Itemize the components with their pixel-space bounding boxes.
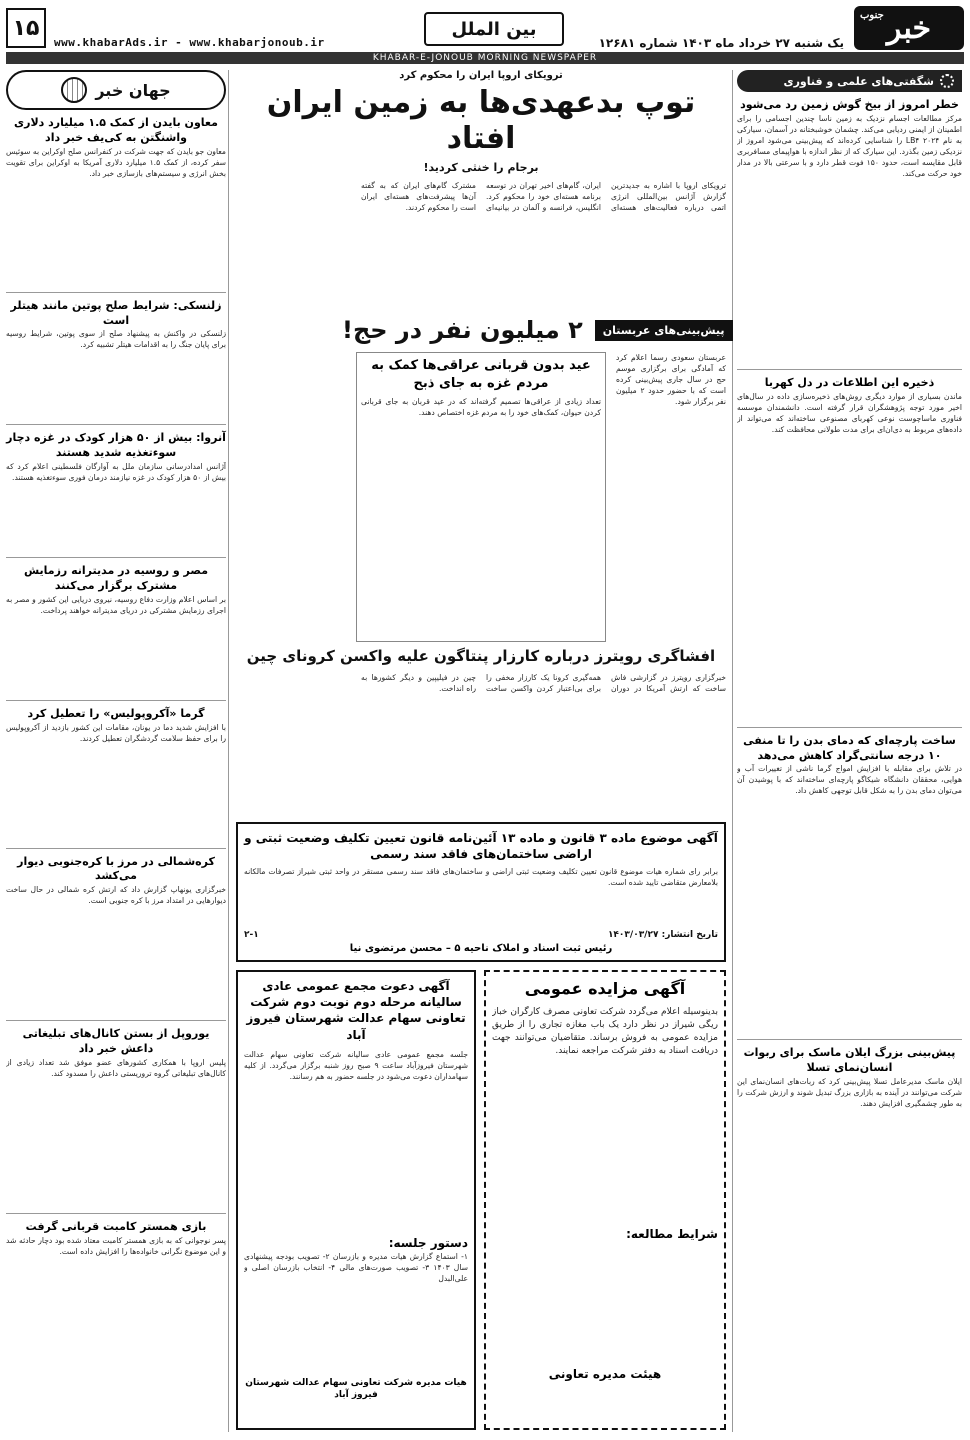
article-body: ایلان ماسک مدیرعامل تسلا پیش‌بینی کرد که ربات‌های انسان‌نمای این شرکت می‌توانند در آینده به بازاری بزرگ تبدیل شوند و ارزش شرکت را به طور چشمگیری افزایش دهند. <box>737 1077 962 1109</box>
hajj-label: پیش‌بینی‌های عربستان <box>595 320 733 341</box>
article-body: آژانس امدادرسانی سازمان ملل به آوارگان فلسطینی اعلام کرد که بیش از ۵۰ هزار کودک در غزه نیازمند درمان فوری سوءتغذیه هستند. <box>6 462 226 483</box>
issue-dateline: یک شنبه ۲۷ خرداد ماه ۱۴۰۳ شماره ۱۲۶۸۱ <box>598 36 844 50</box>
newspaper-logo <box>854 6 964 50</box>
auction-signature: هیئت مدیره تعاونی <box>548 1366 662 1381</box>
legal-notice-body: برابر رای شماره هیات موضوع قانون تعیین تکلیف وضعیت ثبتی اراضی و ساختمان‌های فاقد سند رسمی مستقر در واحد ثبتی شیراز تصرفات مالکانه بلامعارض متقاضی تایید شده است. <box>244 867 718 888</box>
article-body: زلنسکی در واکنش به پیشنهاد صلح از سوی پوتین، شرایط روسیه برای پایان جنگ را به اقدامات هیتلر تشبیه کرد. <box>6 329 226 350</box>
assembly-signature: هیات مدیره شرکت تعاونی سهام عدالت شهرستان فیروز آباد <box>245 1377 467 1401</box>
english-masthead-band: KHABAR-E-JONOUB MORNING NEWSPAPER <box>6 52 964 64</box>
auction-conditions-title: شرایط مطالعه: <box>626 1226 718 1241</box>
auction-notice-title: آگهی مزایده عمومی <box>524 979 686 998</box>
science-badge-label: شگفتی‌های علمی و فناوری <box>783 74 934 88</box>
article-body: خبرگزاری یونهاپ گزارش داد که ارتش کره شمالی در حال ساخت دیوارهایی در امتداد مرز با کره جنوبی است. <box>6 885 226 906</box>
china-headline: افشاگری رویترز درباره کارزار پنتاگون علیه واکسن کرونای چین <box>246 647 716 665</box>
hajj-body-continued <box>236 352 346 642</box>
china-body: خبرگزاری رویترز در گزارشی فاش ساخت که ارتش آمریکا در دوران همه‌گیری کرونا یک کارزار مخفی را برای بی‌اعتبار کردن واکسن ساخت چین در فیلیپین و دیگر کشورها به راه انداخت. <box>361 673 726 694</box>
article-title: آنروا: بیش از ۵۰ هزار کودک در غزه دچار سوءتغذیه شدید هستند <box>6 431 226 460</box>
legal-notice-code: ۲-۱ <box>244 930 259 941</box>
article-title: معاون بایدن از کمک ۱.۵ میلیارد دلاری واشنگتن به کی‌یف خبر داد <box>14 116 218 144</box>
legal-notice-signature: رئیس ثبت اسناد و املاک ناحیه ۵ – محسن مرتضوی نیا <box>349 943 613 955</box>
column-divider <box>732 70 733 1432</box>
page-number: ۱۵ <box>6 8 46 48</box>
article-body: پلیس اروپا با همکاری کشورهای عضو موفق شد تعداد زیادی از کانال‌های تبلیغاتی گروه تروریستی داعش را مسدود کند. <box>6 1057 226 1078</box>
lead-body: ترویکای اروپا با اشاره به جدیدترین گزارش آژانس بین‌المللی انرژی اتمی درباره فعالیت‌های هسته‌ای ایران، گام‌های اخیر تهران در توسعه برنامه هسته‌ای خود را محکوم کرد. انگلیس، فرانسه و آلمان در بیانیه‌ای مشترک گام‌های ایران که به گفته آن‌ها پیشرفت‌های هسته‌ای ایران است را محکوم کردند. <box>361 181 726 212</box>
auction-conditions <box>492 1242 718 1362</box>
article-title: بازی همستر کامبت قربانی گرفت <box>25 1219 207 1233</box>
article-title: مصر و روسیه در مدیترانه رزمایش مشترک برگزار می‌کنند <box>23 564 209 592</box>
logo-subtitle: جنوب <box>860 10 884 21</box>
hajj-body: عربستان سعودی رسما اعلام کرد که آمادگی برای برگزاری موسم حج در سال جاری پیش‌بینی کرده است که با حضور حدود ۲ میلیون نفر برگزار شود. <box>616 353 726 406</box>
china-story <box>236 646 726 822</box>
assembly-notice-box <box>236 970 476 1430</box>
eid-title: عید بدون قربانی عراقی‌ها کمک به مردم غزه به جای ذبح <box>371 358 591 391</box>
legal-notice-date: تاریخ انتشار: ۱۴۰۳/۰۳/۲۷ <box>607 930 718 941</box>
article-title: یوروپل از بستن کانال‌های تبلیغاتی داعش خبر داد <box>22 1027 210 1056</box>
logo-text: خبر <box>886 10 932 46</box>
article-title: پیش‌بینی بزرگ ایلان ماسک برای ربوات انسان‌نمای تسلا <box>743 1046 956 1075</box>
article-title: گرما «آکروپولیس» را تعطیل کرد <box>27 706 205 720</box>
science-section-badge <box>737 70 962 92</box>
article-title: زلنسکی: شرایط صلح پوتین مانند هیتلر است <box>10 298 222 327</box>
hajj-headline: ۲ میلیون نفر در حج! <box>342 316 583 344</box>
auction-notice-box <box>484 970 726 1430</box>
article-body: در تلاش برای مقابله با افزایش امواج گرما ناشی از تغییرات آب و هوایی، محققان دانشگاه شیکاگو پارچه‌ای ساخته‌اند که با پوشیدن آن می‌توان دمای بدن را به شکل قابل توجهی کاهش داد. <box>737 764 962 796</box>
globe-icon <box>61 77 87 103</box>
article-title: ذخیره این اطلاعات در دل کهربا <box>764 375 935 389</box>
world-news-column <box>6 70 226 1319</box>
lead-headline: توپ بدعهدی‌ها به زمین ایران افتاد <box>266 85 696 156</box>
masthead <box>6 6 964 58</box>
lead-kicker: ترویکای اروپا ایران را محکوم کرد <box>399 70 563 81</box>
science-column <box>737 70 962 1340</box>
lead-subheadline: برجام را خنثی کردید! <box>423 161 539 174</box>
section-title: بین الملل <box>424 12 564 46</box>
article-body: مرکز مطالعات اجسام نزدیک به زمین ناسا چندین اجسامی را برای اطمینان از ایمنی ردیابی می‌کند. چشمان خوشبختانه در آسمان، سیارکی به نام ۲۰۲۴ LB۴ را شناسایی کرده‌اند که پیش‌بینی می‌شود امروز از نزدیکی زمین بگذرد. این سیارک که از نظر اندازه با هواپیمای مسافربری قابل مقایسه است، حدود ۱۵۰ فوت قطر دارد و با سرعتی بالا در مدار خود حرکت می‌کند. <box>737 113 962 178</box>
article-title: ساخت پارچه‌ای که دمای بدن را تا منفی ۱۰ درجه سانتی‌گراد کاهش می‌دهد <box>743 733 956 762</box>
column-divider <box>228 70 229 1432</box>
agenda-list: ۱- استماع گزارش هیات مدیره و بازرسان ۲- تصویب بودجه پیشنهادی سال ۱۴۰۳ ۳- تصویب صورت‌های مالی ۴- انتخاب بازرسان اصلی و علی‌البدل <box>244 1251 468 1283</box>
legal-notice-title: آگهی موضوع ماده ۳ قانون و ماده ۱۳ آئین‌نامه قانون تعیین تکلیف وضعیت ثبتی و اراضی ساختمان‌های فاقد سند رسمی <box>244 831 718 862</box>
hajj-banner <box>330 314 733 346</box>
site-urls[interactable]: www.khabarAds.ir - www.khabarjonoub.ir <box>54 36 325 49</box>
article-body: پسر نوجوانی که به بازی همستر کامبت معتاد شده بود دچار حادثه شد و این موضوع نگرانی خانواده‌ها را افزایش داده است. <box>6 1235 226 1256</box>
article-body: معاون جو بایدن که جهت شرکت در کنفرانس صلح اوکراین به سوئیس سفر کرده، از کمک ۱.۵ میلیارد دلاری آمریکا به اوکراین برای تقویت بخش انرژی و سیستم‌های بازسازی خبر داد. <box>6 146 226 178</box>
article-body: با افزایش شدید دما در یونان، مقامات این کشور بازدید از آکروپولیس را برای حفظ سلامت گردشگران تعطیل کردند. <box>6 722 226 743</box>
lead-story <box>236 70 726 320</box>
assembly-notice-body: جلسه مجمع عمومی عادی سالیانه شرکت تعاونی سهام عدالت شهرستان فیروزآباد ساعت ۹ صبح روز شنبه برگزار می‌گردد. از کلیه سهامداران دعوت می‌شود در جلسه حضور به هم رسانند. <box>244 1049 468 1081</box>
gear-icon <box>940 74 954 88</box>
auction-notice-body: بدینوسیله اعلام می‌گردد شرکت تعاونی مصرف کارگران خباز ریگی شیراز در نظر دارد یک باب مغازه تجاری را از طریق مزایده عمومی به فروش برساند. متقاضیان می‌توانند جهت دریافت اسناد به دفتر شرکت مراجعه نمایند. <box>492 1006 718 1056</box>
hajj-stories <box>236 352 726 642</box>
article-body: بر اساس اعلام وزارت دفاع روسیه، نیروی دریایی این کشور و مصر به اجرای رزمایش مشترکی در دریای مدیترانه خواهند پرداخت. <box>6 594 226 615</box>
article-body: ماندن بسیاری از موارد دیگری روش‌های ذخیره‌سازی داده در سال‌های اخیر مورد توجه پژوهشگران قرار گرفته است. دانشمندان موسسه فناوری ماساچوست نوعی کهربای مصنوعی ساخته‌اند که می‌تواند از داده‌های مربوط به دی‌ان‌ای برای مدت طولانی محافظت کند. <box>737 391 962 434</box>
assembly-notice-title: آگهی دعوت مجمع عمومی عادی سالیانه مرحله دوم نوبت دوم شرکت تعاونی سهام عدالت شهرستان فیروز آباد <box>246 979 466 1042</box>
world-news-badge-label: جهان خبر <box>95 80 171 100</box>
legal-notice-box <box>236 822 726 962</box>
world-news-badge <box>6 70 226 110</box>
agenda-title: دستور جلسه: <box>388 1235 468 1250</box>
article-title: کره‌شمالی در مرز با کره‌جنوبی دیوار می‌کشد <box>17 854 215 883</box>
article-title: خطر امروز از بیخ گوش زمین رد می‌شود <box>740 98 959 111</box>
eid-box <box>356 352 606 642</box>
eid-body: تعداد زیادی از عراقی‌ها تصمیم گرفته‌اند که در عید قربان به جای قربانی کردن حیوان، کمک‌های خود را به مردم غزه اختصاص دهند. <box>361 397 601 418</box>
